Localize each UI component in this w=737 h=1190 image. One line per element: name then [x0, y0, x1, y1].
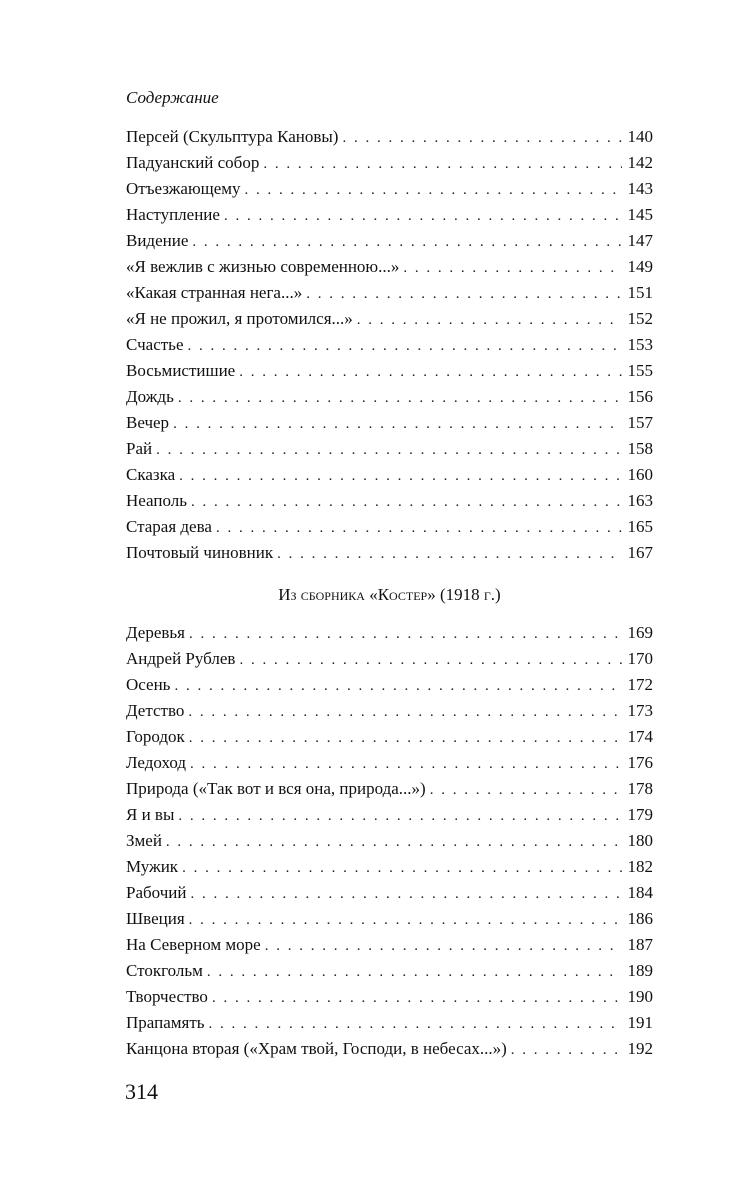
toc-entry [126, 202, 653, 228]
dot-leader [179, 463, 621, 489]
section-heading-text: Из сборника «Костер» (1918 г.) [278, 585, 501, 604]
toc-entry [126, 1010, 653, 1036]
toc-entry [126, 958, 653, 984]
toc-entry-page: 179 [627, 805, 653, 824]
dot-leader [156, 437, 621, 463]
toc-entry [126, 488, 653, 514]
toc-entry-title: Змей [126, 831, 162, 850]
dot-leader [166, 829, 622, 855]
toc-entry-page: 147 [627, 231, 653, 250]
dot-leader [239, 647, 621, 673]
toc-entry [126, 698, 653, 724]
toc-entry-title: Городок [126, 727, 185, 746]
toc-entry [126, 984, 653, 1010]
dot-leader [207, 959, 622, 985]
toc-entry [126, 306, 653, 332]
toc-entry-title: Неаполь [126, 491, 187, 510]
dot-leader [209, 1011, 622, 1037]
toc-entry-page: 140 [627, 127, 653, 146]
toc-entry-page: 184 [627, 883, 653, 902]
dot-leader [178, 385, 622, 411]
toc-entry [126, 932, 653, 958]
toc-entry-page: 191 [627, 1013, 653, 1032]
dot-leader [342, 125, 621, 151]
toc-entry-title: «Какая странная нега...» [126, 283, 303, 302]
toc-entry-title: Восьмистишие [126, 361, 236, 380]
toc-entry-page: 153 [627, 335, 653, 354]
toc-entry-title: Рай [126, 439, 153, 458]
toc-entry-page: 174 [627, 727, 653, 746]
toc-entry-page: 160 [627, 465, 653, 484]
toc-entry-page: 158 [627, 439, 653, 458]
dot-leader [187, 333, 621, 359]
toc-entry [126, 540, 653, 566]
dot-leader [192, 229, 621, 255]
toc-entry-page: 182 [627, 857, 653, 876]
toc-entry-title: Рабочий [126, 883, 187, 902]
toc-entry-title: Вечер [126, 413, 170, 432]
section-heading [126, 582, 653, 608]
toc-entry-page: 176 [627, 753, 653, 772]
toc-entry [126, 828, 653, 854]
toc-entry-title: Детство [126, 701, 185, 720]
toc-entry-title: Творчество [126, 987, 208, 1006]
dot-leader [173, 411, 621, 437]
toc-entry [126, 280, 653, 306]
toc-entry-title: «Я не прожил, я протомился...» [126, 309, 353, 328]
toc-entry-page: 170 [627, 649, 653, 668]
dot-leader [403, 255, 621, 281]
toc-entry [126, 724, 653, 750]
dot-leader [190, 881, 621, 907]
dot-leader [245, 177, 622, 203]
toc-entry-page: 173 [627, 701, 653, 720]
toc-entry-title: Наступление [126, 205, 220, 224]
toc-entry-title: Природа («Так вот и вся она, природа...») [126, 779, 426, 798]
toc-entry-page: 142 [627, 153, 653, 172]
toc-entry-page: 156 [627, 387, 653, 406]
toc-entry-page: 152 [627, 309, 653, 328]
toc-list-part1 [126, 124, 653, 566]
toc-entry-page: 151 [627, 283, 653, 302]
dot-leader [189, 621, 622, 647]
toc-entry [126, 750, 653, 776]
dot-leader [178, 803, 621, 829]
dot-leader [189, 907, 622, 933]
dot-leader [306, 281, 621, 307]
page-number: 314 [125, 1079, 158, 1104]
toc-entry-title: Деревья [126, 623, 185, 642]
toc-entry-title: Прапамять [126, 1013, 205, 1032]
dot-leader [212, 985, 622, 1011]
running-head: Содержание [126, 88, 219, 107]
toc-entry-page: 167 [627, 543, 653, 562]
toc-entry [126, 1036, 653, 1062]
toc-entry-title: Видение [126, 231, 189, 250]
dot-leader [182, 855, 621, 881]
toc-entry [126, 436, 653, 462]
toc-entry [126, 410, 653, 436]
dot-leader [188, 699, 621, 725]
toc-entry-page: 163 [627, 491, 653, 510]
toc-entry [126, 384, 653, 410]
dot-leader [511, 1037, 622, 1063]
toc-entry-title: Сказка [126, 465, 176, 484]
toc-entry-title: Падуанский собор [126, 153, 260, 172]
toc-entry [126, 776, 653, 802]
toc-entry [126, 646, 653, 672]
toc-entry-page: 143 [627, 179, 653, 198]
toc-entry-page: 186 [627, 909, 653, 928]
toc-entry-page: 187 [627, 935, 653, 954]
toc-entry-page: 165 [627, 517, 653, 536]
toc-entry-page: 145 [627, 205, 653, 224]
toc-entry [126, 514, 653, 540]
dot-leader [189, 725, 622, 751]
toc-entry-page: 149 [627, 257, 653, 276]
dot-leader [430, 777, 622, 803]
toc-entry-title: Я и вы [126, 805, 175, 824]
toc-entry [126, 672, 653, 698]
toc-entry-title: Счастье [126, 335, 184, 354]
toc-entry [126, 254, 653, 280]
toc-entry [126, 462, 653, 488]
toc-entry-page: 169 [627, 623, 653, 642]
dot-leader [265, 933, 622, 959]
toc-entry-page: 190 [627, 987, 653, 1006]
toc-entry-title: Старая дева [126, 517, 212, 536]
toc-entry [126, 854, 653, 880]
toc-entry-title: Персей (Скульптура Кановы) [126, 127, 339, 146]
toc-entry-title: Канцона вторая («Храм твой, Господи, в небесах...») [126, 1039, 507, 1058]
toc-entry [126, 124, 653, 150]
toc-entry-title: Андрей Рублев [126, 649, 236, 668]
toc-entry-page: 189 [627, 961, 653, 980]
dot-leader [224, 203, 622, 229]
toc-entry-page: 157 [627, 413, 653, 432]
dot-leader [239, 359, 621, 385]
toc-entry-title: Швеция [126, 909, 185, 928]
toc-entry-page: 192 [627, 1039, 653, 1058]
toc-entry-title: Отъезжающему [126, 179, 241, 198]
dot-leader [190, 751, 622, 777]
toc-entry [126, 150, 653, 176]
toc-entry [126, 332, 653, 358]
toc-entry-title: Мужик [126, 857, 179, 876]
toc-entry-page: 178 [627, 779, 653, 798]
dot-leader [191, 489, 622, 515]
dot-leader [357, 307, 622, 333]
toc-list-part2 [126, 620, 653, 1062]
toc-entry-page: 155 [627, 361, 653, 380]
toc-entry-title: Осень [126, 675, 171, 694]
toc-entry [126, 228, 653, 254]
toc-entry-title: Дождь [126, 387, 174, 406]
toc-entry [126, 620, 653, 646]
toc-entry-page: 172 [627, 675, 653, 694]
toc-entry [126, 880, 653, 906]
toc-entry [126, 802, 653, 828]
toc-entry-title: «Я вежлив с жизнью современною...» [126, 257, 400, 276]
toc-entry [126, 176, 653, 202]
toc-entry-title: Стокгольм [126, 961, 203, 980]
toc-entry [126, 358, 653, 384]
toc-entry-title: Ледоход [126, 753, 186, 772]
toc-entry [126, 906, 653, 932]
dot-leader [174, 673, 621, 699]
dot-leader [263, 151, 621, 177]
toc-entry-title: На Северном море [126, 935, 261, 954]
dot-leader [277, 541, 621, 567]
dot-leader [216, 515, 622, 541]
toc-entry-page: 180 [627, 831, 653, 850]
toc-entry-title: Почтовый чиновник [126, 543, 274, 562]
